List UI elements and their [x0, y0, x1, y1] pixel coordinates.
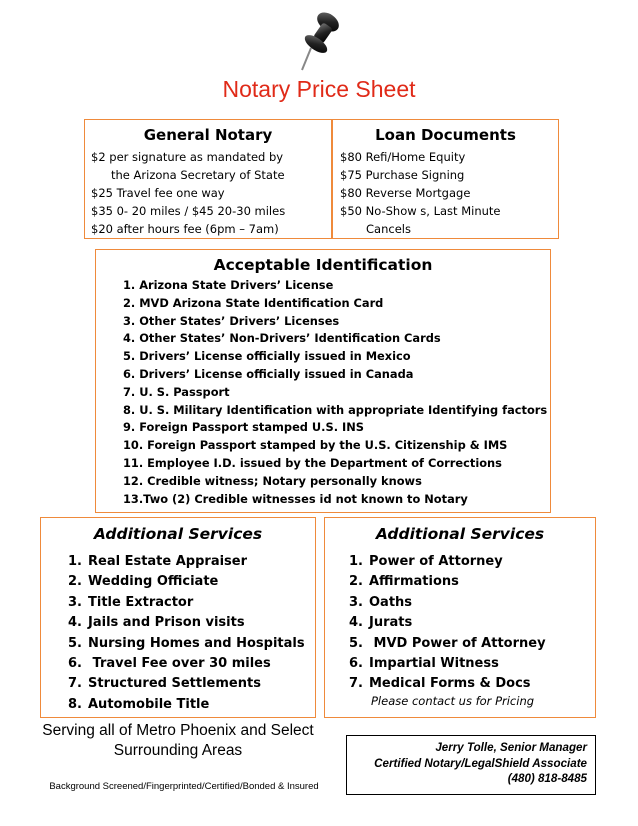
list-item: [68, 654, 305, 674]
additional-services-heading: Additional Services: [375, 525, 545, 543]
list-item: 13.Two (2) Credible witnesses id not known to Notary: [123, 491, 468, 506]
item-label: Nursing Homes and Hospitals: [88, 635, 305, 651]
list-item: $80 Reverse Mortgage: [340, 186, 471, 200]
list-item: [349, 654, 546, 674]
item-number: 2.: [349, 574, 363, 590]
list-item: [68, 552, 305, 572]
list-item: [68, 572, 305, 592]
item-number: 3.: [349, 594, 363, 610]
contact-box: [346, 735, 596, 795]
list-item: [349, 552, 546, 572]
page-title: Notary Price Sheet: [222, 76, 416, 102]
list-item: 11. Employee I.D. issued by the Department of Corrections: [123, 455, 502, 470]
list-item: 6. Drivers’ License officially issued in Canada: [123, 366, 414, 381]
item-number: 2.: [68, 574, 82, 590]
acceptable-identification-heading: Acceptable Identification: [213, 256, 433, 274]
item-number: 6.: [68, 656, 82, 672]
item-label: Power of Attorney: [369, 554, 503, 569]
additional-services-right-list: [349, 552, 546, 695]
general-notary-box: [84, 119, 332, 239]
list-item: 12. Credible witness; Notary personally knows: [123, 473, 422, 488]
contact-name: Jerry Tolle, Senior Manager: [435, 741, 587, 754]
item-label: MVD Power of Attorney: [369, 635, 546, 651]
general-notary-heading: General Notary: [143, 126, 273, 144]
item-label: Jails and Prison visits: [88, 615, 245, 631]
item-number: 3.: [68, 594, 82, 610]
additional-services-left-box: [40, 517, 316, 718]
list-item: [349, 634, 546, 654]
list-item: [68, 695, 305, 715]
general-notary-list: [91, 148, 285, 238]
loan-documents-heading: Loan Documents: [375, 126, 516, 144]
item-label: Jurats: [369, 615, 413, 631]
additional-services-right-box: [324, 517, 596, 718]
list-item: 2. MVD Arizona State Identification Card: [123, 295, 384, 310]
list-item: 1. Arizona State Drivers’ License: [123, 278, 334, 292]
item-number: 5.: [349, 635, 363, 651]
service-area-line: Surrounding Areas: [113, 742, 243, 759]
item-number: 6.: [349, 656, 363, 672]
item-label: Travel Fee over 30 miles: [88, 656, 271, 672]
list-item: 8. U. S. Military Identification with appropriate Identifying factors: [123, 402, 548, 417]
list-item: [349, 674, 546, 694]
list-item: [349, 572, 546, 592]
list-item: $80 Refi/Home Equity: [340, 150, 466, 164]
additional-services-left-list: [68, 552, 305, 715]
item-number: 7.: [68, 676, 82, 692]
pushpin-icon: [297, 8, 347, 76]
list-item: $20 after hours fee (6pm – 7am): [91, 222, 279, 236]
item-number: 5.: [68, 635, 82, 651]
item-label: Impartial Witness: [369, 656, 499, 672]
credentials-note: Background Screened/Fingerprinted/Certified/Bonded & Insured: [49, 781, 319, 792]
item-label: Automobile Title: [88, 696, 210, 712]
list-item: [349, 613, 546, 633]
service-area-line: Serving all of Metro Phoenix and Select: [42, 722, 314, 739]
list-item: [68, 634, 305, 654]
identification-list: [123, 277, 547, 508]
item-label: Wedding Officiate: [88, 574, 219, 590]
additional-services-heading: Additional Services: [93, 525, 263, 543]
list-item: 3. Other States’ Drivers’ Licenses: [123, 313, 340, 328]
item-number: 1.: [349, 554, 363, 569]
contact-phone: (480) 818-8485: [507, 772, 587, 785]
list-item: [349, 593, 546, 613]
list-item: 4. Other States’ Non-Drivers’ Identification Cards: [123, 331, 441, 346]
list-item: $35 0- 20 miles / $45 20-30 miles: [91, 204, 286, 218]
list-item: the Arizona Secretary of State: [111, 168, 285, 182]
list-item: $25 Travel fee one way: [91, 186, 225, 200]
list-item: [68, 593, 305, 613]
item-number: 8.: [68, 696, 82, 712]
list-item: $75 Purchase Signing: [340, 168, 465, 182]
list-item: 9. Foreign Passport stamped U.S. INS: [123, 420, 364, 435]
list-item: $2 per signature as mandated by: [91, 150, 284, 164]
list-item: $50 No-Show s, Last Minute: [340, 204, 501, 218]
item-number: 1.: [68, 554, 82, 569]
item-label: Affirmations: [369, 574, 459, 590]
item-label: Real Estate Appraiser: [88, 554, 248, 569]
acceptable-identification-box: [95, 249, 551, 513]
item-label: Structured Settlements: [88, 676, 261, 692]
list-item: [68, 674, 305, 694]
item-number: 7.: [349, 676, 363, 692]
service-area-text: [24, 721, 332, 761]
loan-documents-list: [340, 148, 500, 238]
item-number: 4.: [349, 615, 363, 631]
pricing-note: Please contact us for Pricing: [371, 694, 535, 708]
list-item: [68, 613, 305, 633]
item-number: 4.: [68, 615, 82, 631]
item-label: Oaths: [369, 594, 413, 610]
list-item: Cancels: [366, 222, 411, 236]
item-label: Medical Forms & Docs: [369, 676, 531, 692]
list-item: 5. Drivers’ License officially issued in Mexico: [123, 349, 411, 364]
list-item: 10. Foreign Passport stamped by the U.S. Citizenship & IMS: [123, 438, 508, 453]
contact-title: Certified Notary/LegalShield Associate: [374, 756, 587, 770]
list-item: 7. U. S. Passport: [123, 384, 230, 399]
loan-documents-box: [332, 119, 559, 239]
item-label: Title Extractor: [88, 594, 194, 610]
